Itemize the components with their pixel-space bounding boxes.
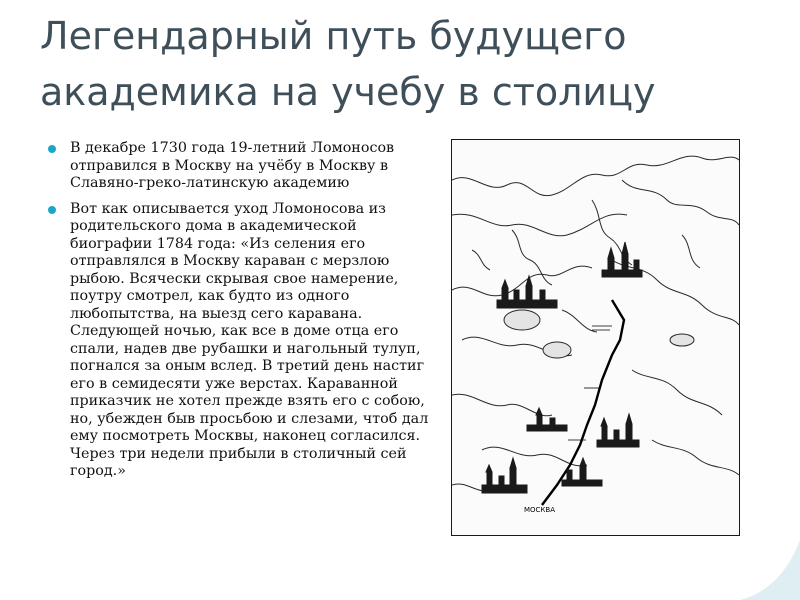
bullet-text: Вот как описывается уход Ломоносова из родительского дома в академической биографии 1784 года: «Из селения его отправлялся в Москву караван с мерзлою рыбою. Всячески скрывая свое намерение, поутру смотрел, как будто из одного любопытства, на выезд сего каравана. Следующей ночью, как все в доме отца его спали, надев две рубашки и нагольный тулуп, погнался за оным вслед. В третий день настиг его в семидесяти уже верстах. Караванной приказчик не хотел прежде взять его с собою, но, убежден быв просьбою и слезами, чтоб дал ему посмотреть Москвы, наконец согласился. Через три недели прибыли в столичный сей город.» [70, 200, 429, 479]
bullet-item [46, 140, 440, 193]
bullet-text: В декабре 1730 года 19-летний Ломоносов отправился в Москву на учёбу в Москву в Славяно-греко-латинскую академию [70, 140, 395, 191]
slide-title-line-2: академика на учебу в столицу [40, 70, 656, 114]
slide-title [40, 8, 780, 120]
corner-decoration [740, 540, 800, 600]
bullet-dot-icon [48, 145, 56, 153]
bullet-dot-icon [48, 206, 56, 214]
map-city-label: МОСКВА [524, 506, 555, 514]
bullet-item [46, 201, 440, 481]
bullet-list [46, 140, 440, 489]
route-map-drawing [452, 140, 739, 535]
slide-title-line-1: Легендарный путь будущего [40, 14, 627, 58]
route-map-image [451, 139, 740, 536]
